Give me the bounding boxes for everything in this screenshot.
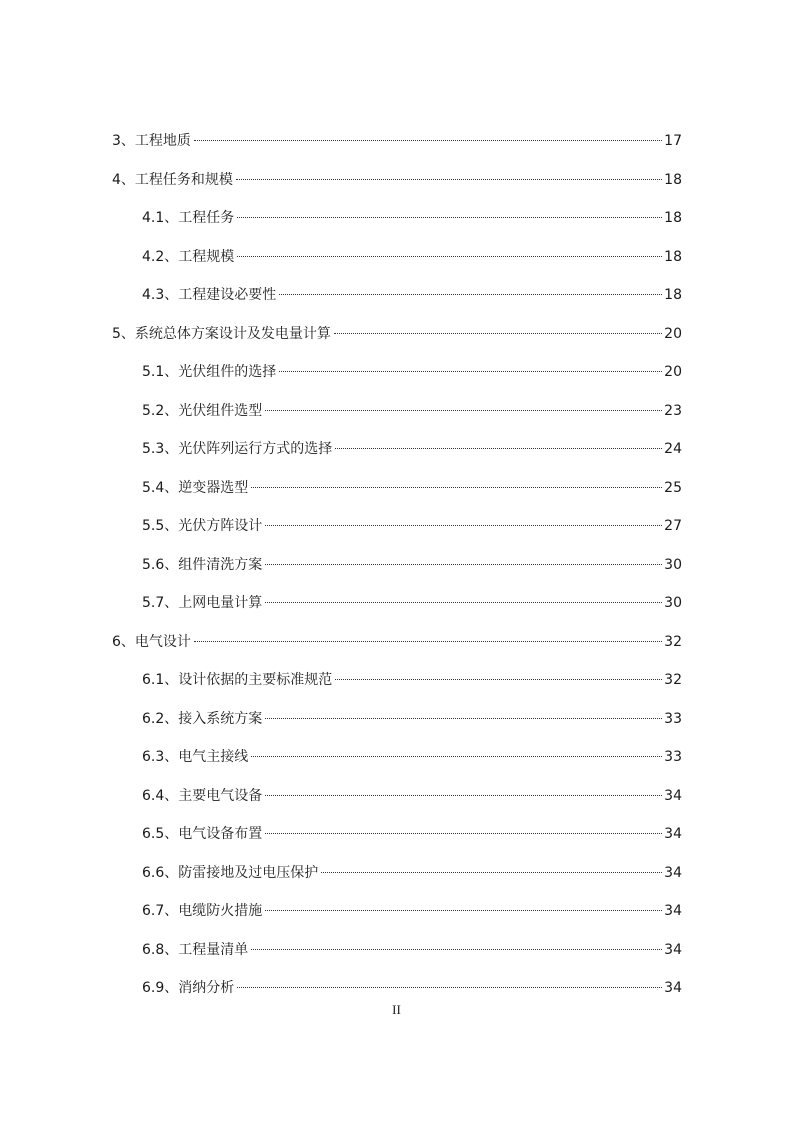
toc-entry[interactable] bbox=[142, 553, 682, 577]
toc-entry-page: 25 bbox=[664, 480, 682, 496]
toc-dot-leader bbox=[265, 410, 662, 411]
toc-entry-page: 18 bbox=[664, 287, 682, 303]
toc-entry[interactable] bbox=[112, 129, 682, 153]
toc-entry-number: 5.4、 bbox=[142, 480, 179, 496]
toc-dot-leader bbox=[265, 795, 662, 796]
toc-entry[interactable] bbox=[142, 899, 682, 923]
toc-dot-leader bbox=[265, 833, 662, 834]
toc-entry[interactable] bbox=[142, 437, 682, 461]
toc-entry-title: 光伏组件选型 bbox=[178, 403, 263, 419]
toc-entry-page: 34 bbox=[664, 942, 682, 958]
toc-entry-page: 34 bbox=[664, 826, 682, 842]
toc-dot-leader bbox=[279, 294, 662, 295]
toc-entry-title: 设计依据的主要标准规范 bbox=[178, 672, 333, 688]
toc-entry[interactable] bbox=[142, 745, 682, 769]
toc-entry-page: 27 bbox=[664, 518, 682, 534]
toc-entry-title: 系统总体方案设计及发电量计算 bbox=[134, 326, 331, 342]
toc-entry[interactable] bbox=[142, 476, 682, 500]
toc-dot-leader bbox=[265, 910, 662, 911]
toc-entry-page: 20 bbox=[664, 364, 682, 380]
toc-dot-leader bbox=[237, 256, 662, 257]
toc-dot-leader bbox=[237, 987, 662, 988]
toc-entry-number: 5、 bbox=[112, 326, 135, 342]
toc-entry-page: 34 bbox=[664, 903, 682, 919]
toc-entry-page: 33 bbox=[664, 749, 682, 765]
toc-dot-leader bbox=[251, 487, 662, 488]
toc-entry-page: 34 bbox=[664, 980, 682, 996]
toc-entry[interactable] bbox=[112, 630, 682, 654]
toc-entry[interactable] bbox=[142, 707, 682, 731]
toc-entry-page: 30 bbox=[664, 557, 682, 573]
toc-dot-leader bbox=[265, 525, 662, 526]
toc-dot-leader bbox=[265, 718, 662, 719]
toc-entry-page: 18 bbox=[664, 210, 682, 226]
toc-entry[interactable] bbox=[142, 861, 682, 885]
toc-entry[interactable] bbox=[142, 668, 682, 692]
toc-dot-leader bbox=[265, 564, 662, 565]
toc-entry-title: 电气主接线 bbox=[178, 749, 249, 765]
toc-dot-leader bbox=[194, 641, 662, 642]
toc-dot-leader bbox=[321, 872, 662, 873]
toc-entry-title: 消纳分析 bbox=[178, 980, 235, 996]
toc-dot-leader bbox=[251, 949, 662, 950]
toc-entry-page: 33 bbox=[664, 711, 682, 727]
toc-entry-title: 工程建设必要性 bbox=[178, 287, 277, 303]
toc-entry-title: 光伏方阵设计 bbox=[178, 518, 263, 534]
toc-entry-number: 6、 bbox=[112, 634, 135, 650]
toc-entry[interactable] bbox=[142, 938, 682, 962]
toc-entry-page: 20 bbox=[664, 326, 682, 342]
toc-entry-title: 电缆防火措施 bbox=[178, 903, 263, 919]
toc-entry-title: 电气设计 bbox=[134, 634, 191, 650]
toc-entry-number: 4、 bbox=[112, 172, 135, 188]
toc-entry-title: 工程任务和规模 bbox=[134, 172, 233, 188]
toc-entry-number: 6.6、 bbox=[142, 865, 179, 881]
toc-dot-leader bbox=[335, 448, 662, 449]
toc-entry-page: 34 bbox=[664, 788, 682, 804]
toc-entry[interactable] bbox=[142, 206, 682, 230]
toc-entry-title: 工程规模 bbox=[178, 249, 235, 265]
toc-entry-number: 5.5、 bbox=[142, 518, 179, 534]
toc-entry[interactable] bbox=[142, 784, 682, 808]
toc-entry-page: 32 bbox=[664, 634, 682, 650]
toc-entry-number: 6.9、 bbox=[142, 980, 179, 996]
toc-entry-number: 6.5、 bbox=[142, 826, 179, 842]
toc-dot-leader bbox=[279, 371, 662, 372]
page-number: II bbox=[392, 1002, 401, 1017]
toc-entry-title: 主要电气设备 bbox=[178, 788, 263, 804]
toc-entry-number: 4.1、 bbox=[142, 210, 179, 226]
toc-entry[interactable] bbox=[112, 168, 682, 192]
toc-entry-number: 4.2、 bbox=[142, 249, 179, 265]
toc-entry-page: 17 bbox=[664, 133, 682, 149]
toc-entry[interactable] bbox=[112, 322, 682, 346]
toc-entry-title: 工程任务 bbox=[178, 210, 235, 226]
toc-entry-number: 6.4、 bbox=[142, 788, 179, 804]
toc-dot-leader bbox=[237, 217, 662, 218]
toc-entry-number: 6.1、 bbox=[142, 672, 179, 688]
toc-entry[interactable] bbox=[142, 399, 682, 423]
toc-entry-page: 18 bbox=[664, 172, 682, 188]
toc-entry-page: 18 bbox=[664, 249, 682, 265]
toc-entry-number: 4.3、 bbox=[142, 287, 179, 303]
toc-entry[interactable] bbox=[142, 822, 682, 846]
toc-entry-number: 6.2、 bbox=[142, 711, 179, 727]
toc-entry-number: 5.3、 bbox=[142, 441, 179, 457]
toc-entry-page: 23 bbox=[664, 403, 682, 419]
toc-entry[interactable] bbox=[142, 591, 682, 615]
toc-entry-number: 6.8、 bbox=[142, 942, 179, 958]
toc-entry-number: 5.7、 bbox=[142, 595, 179, 611]
toc-dot-leader bbox=[236, 179, 662, 180]
toc-entry-number: 6.7、 bbox=[142, 903, 179, 919]
toc-entry-title: 工程量清单 bbox=[178, 942, 249, 958]
toc-entry-title: 接入系统方案 bbox=[178, 711, 263, 727]
toc-entry-title: 逆变器选型 bbox=[178, 480, 249, 496]
toc-entry-page: 30 bbox=[664, 595, 682, 611]
toc-entry-title: 工程地质 bbox=[134, 133, 191, 149]
toc-entry-page: 34 bbox=[664, 865, 682, 881]
toc-entry[interactable] bbox=[142, 283, 682, 307]
toc-dot-leader bbox=[334, 333, 662, 334]
toc-entry-number: 3、 bbox=[112, 133, 135, 149]
toc-entry-title: 组件清洗方案 bbox=[178, 557, 263, 573]
toc-dot-leader bbox=[251, 756, 662, 757]
toc-entry-number: 5.1、 bbox=[142, 364, 179, 380]
toc-entry-page: 24 bbox=[664, 441, 682, 457]
toc-entry-title: 电气设备布置 bbox=[178, 826, 263, 842]
toc-dot-leader bbox=[194, 140, 662, 141]
toc-entry-page: 32 bbox=[664, 672, 682, 688]
toc-entry-number: 5.2、 bbox=[142, 403, 179, 419]
toc-entry-number: 6.3、 bbox=[142, 749, 179, 765]
toc-dot-leader bbox=[335, 679, 662, 680]
toc-entry-title: 光伏组件的选择 bbox=[178, 364, 277, 380]
toc-entry-number: 5.6、 bbox=[142, 557, 179, 573]
toc-dot-leader bbox=[265, 602, 662, 603]
toc-entry[interactable] bbox=[142, 245, 682, 269]
toc-entry-title: 光伏阵列运行方式的选择 bbox=[178, 441, 333, 457]
toc-entry-title: 防雷接地及过电压保护 bbox=[178, 865, 319, 881]
toc-entry[interactable] bbox=[142, 360, 682, 384]
toc-entry[interactable] bbox=[142, 514, 682, 538]
toc-entry[interactable] bbox=[142, 976, 682, 1000]
toc-entry-title: 上网电量计算 bbox=[178, 595, 263, 611]
